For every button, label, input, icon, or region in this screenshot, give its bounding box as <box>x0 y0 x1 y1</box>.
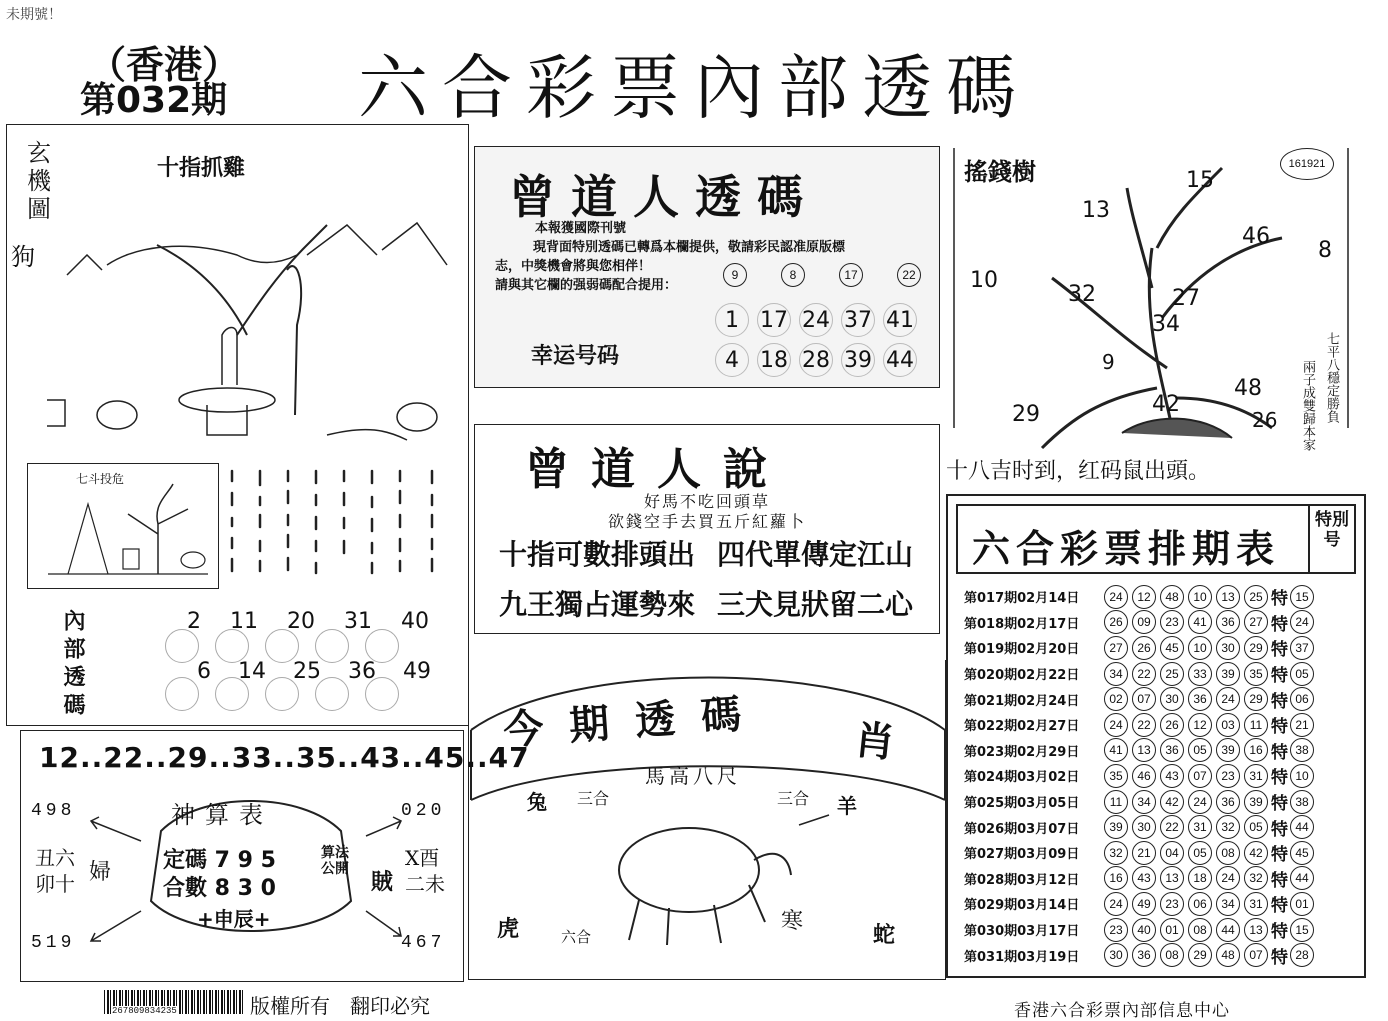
tree-caption: 十八吉时到，红码鼠出頭。 <box>946 459 1211 484</box>
ball-number: 26 <box>1160 713 1184 737</box>
ball-number: 24 <box>1216 866 1240 890</box>
lucky-num: 39 <box>841 343 875 377</box>
ball-number: 10 <box>1188 636 1212 660</box>
ball-number: 30 <box>1132 815 1156 839</box>
sanhe-2: 三合 <box>777 789 810 808</box>
special-marker: 特 <box>1271 614 1288 635</box>
ball-number: 13 <box>1244 918 1268 942</box>
schedule-row <box>964 840 1362 866</box>
schedule-row <box>964 712 1362 738</box>
schedule-row <box>964 584 1362 610</box>
ball-number: 08 <box>1160 943 1184 967</box>
ball-number: 22 <box>1132 662 1156 686</box>
shizhi-title: 十指抓雞 <box>157 155 246 181</box>
ball-number: 22 <box>1132 713 1156 737</box>
ball-number: 26 <box>1132 636 1156 660</box>
special-marker: 特 <box>1271 870 1288 891</box>
schedule-row-label: 第027期03月09日 <box>964 847 1080 863</box>
special-marker: 特 <box>1271 640 1288 661</box>
tree-num: 46 <box>1242 224 1270 249</box>
schedule-row-label: 第024期03月02日 <box>964 770 1080 786</box>
ball-number: 30 <box>1216 636 1240 660</box>
lucky-num: 24 <box>799 303 833 337</box>
small-picture-drawing <box>28 464 218 588</box>
ball-number: 13 <box>1160 866 1184 890</box>
br-number: 467 <box>401 933 446 953</box>
ball-number: 41 <box>1188 610 1212 634</box>
ball-number: 30 <box>1160 687 1184 711</box>
tr-number: 020 <box>401 801 446 821</box>
verse-2b: 三犬見狀留二心 <box>717 588 914 621</box>
schedule-row <box>964 866 1362 892</box>
tree-num: 13 <box>1082 198 1110 223</box>
schedule-table <box>964 584 1362 968</box>
heshu: 合數 8 3 0 <box>163 876 276 901</box>
ball-number: 30 <box>1104 943 1128 967</box>
tree-side-text-2: 兩子成雙歸本家 <box>1300 360 1315 451</box>
left-note: 丑六 卯十 <box>35 846 75 896</box>
ball-number: 01 <box>1160 918 1184 942</box>
text-line: 現背面特別透碼已轉爲本欄提供，敬請彩民認准原版標 <box>533 240 846 255</box>
ball-number: 07 <box>1188 764 1212 788</box>
special-number: 37 <box>1290 636 1314 660</box>
schedule-row <box>964 763 1362 789</box>
cold-label: 寒 <box>781 909 804 934</box>
ball-number: 36 <box>1188 687 1212 711</box>
special-number: 05 <box>1290 662 1314 686</box>
ball-number: 11 <box>1244 713 1268 737</box>
ball-number: 36 <box>1216 610 1240 634</box>
tree-title: 搖錢樹 <box>964 157 1036 186</box>
small-num: 9 <box>723 263 747 287</box>
center-top-panel <box>474 146 940 388</box>
bl-number: 519 <box>31 933 76 953</box>
neibu-num: 36 <box>348 659 376 684</box>
schedule-row <box>964 738 1362 764</box>
verse-2a: 九王獨占運勢來 <box>499 588 696 621</box>
small-picture <box>27 463 219 589</box>
special-marker: 特 <box>1271 666 1288 687</box>
tree-stamp: 161921 <box>1280 148 1334 180</box>
ball-number: 29 <box>1188 943 1212 967</box>
special-number: 24 <box>1290 610 1314 634</box>
left-note-2: 婦 <box>89 860 112 885</box>
ball-number: 12 <box>1188 713 1212 737</box>
ball-number: 31 <box>1244 892 1268 916</box>
lucky-num: 37 <box>841 303 875 337</box>
tl-number: 498 <box>31 801 76 821</box>
ball-number: 13 <box>1216 585 1240 609</box>
ball-number: 34 <box>1132 790 1156 814</box>
verse-1a: 十指可數排頭出 <box>499 538 696 571</box>
schedule-row <box>964 891 1362 917</box>
liuhe-label: 六合 <box>561 928 592 946</box>
text-line: 本報獲國際刊號 <box>535 221 627 236</box>
ball-number: 08 <box>1188 918 1212 942</box>
region-label: （香港） <box>88 42 241 87</box>
ball-number: 39 <box>1216 662 1240 686</box>
ball-number: 22 <box>1160 815 1184 839</box>
ball-number: 05 <box>1188 841 1212 865</box>
xuanji-illustration <box>47 185 467 455</box>
ball-number: 23 <box>1216 764 1240 788</box>
tree-num: 48 <box>1234 376 1262 401</box>
neibu-num: 40 <box>401 609 429 634</box>
neibu-num: 2 <box>187 609 201 634</box>
center-bottom-panel <box>468 660 946 980</box>
ball-number: 05 <box>1244 815 1268 839</box>
ball-number: 04 <box>1160 841 1184 865</box>
jinqi-title: 今期透碼 <box>501 688 769 755</box>
scribble-columns <box>222 463 462 593</box>
special-marker: 特 <box>1271 819 1288 840</box>
neibu-num: 14 <box>238 659 266 684</box>
shensuan-numbers: 12..22..29..33..35..43..45..47 <box>39 741 530 774</box>
ball-number: 24 <box>1104 585 1128 609</box>
ball-number: 23 <box>1104 918 1128 942</box>
special-marker: 特 <box>1271 742 1288 763</box>
ball-number: 34 <box>1216 892 1240 916</box>
tree-num: 34 <box>1152 312 1180 337</box>
special-number: 21 <box>1290 713 1314 737</box>
schedule-row-label: 第020期02月22日 <box>964 668 1080 684</box>
schedule-row-label: 第023期02月29日 <box>964 744 1080 760</box>
ball-number: 13 <box>1132 738 1156 762</box>
special-marker: 特 <box>1271 589 1288 610</box>
schedule-row-label: 第019期02月20日 <box>964 642 1080 658</box>
copyright: 版權所有 翻印必究 <box>250 994 430 1018</box>
small-num: 8 <box>781 263 805 287</box>
schedule-row-label: 第018期02月17日 <box>964 616 1080 632</box>
text-line: 請與其它欄的强弱碼配合提用： <box>495 278 678 293</box>
ball-number: 40 <box>1132 918 1156 942</box>
ball-number: 48 <box>1160 585 1184 609</box>
text-line: 志，中獎機會將與您相伴！ <box>495 259 652 274</box>
schedule-row <box>964 635 1362 661</box>
lucky-num: 28 <box>799 343 833 377</box>
schedule-row-label: 第031期03月19日 <box>964 949 1080 965</box>
special-number: 15 <box>1290 918 1314 942</box>
small-caption: 七斗投危 <box>76 472 125 486</box>
ball-number: 44 <box>1216 918 1240 942</box>
ball-number: 31 <box>1244 764 1268 788</box>
barcode-number: 267809834235 <box>112 1006 177 1016</box>
verse-1b: 四代單傳定江山 <box>717 538 914 571</box>
lucky-row2 <box>715 343 917 377</box>
goat-label: 羊 <box>837 794 857 818</box>
special-number: 45 <box>1290 841 1314 865</box>
ball-number: 32 <box>1216 815 1240 839</box>
schedule-panel <box>946 494 1366 978</box>
ball-number: 16 <box>1244 738 1268 762</box>
ball-number: 31 <box>1188 815 1212 839</box>
right-note-2: X酉 二未 <box>405 846 445 896</box>
shenchen: +申辰+ <box>197 907 271 931</box>
ball-number: 24 <box>1188 790 1212 814</box>
ball-number: 32 <box>1104 841 1128 865</box>
ball-number: 39 <box>1104 815 1128 839</box>
center-mid-panel <box>474 424 940 634</box>
schedule-row-label: 第022期02月27日 <box>964 719 1080 735</box>
schedule-row-label: 第029期03月14日 <box>964 898 1080 914</box>
ball-number: 11 <box>1104 790 1128 814</box>
ball-number: 39 <box>1244 790 1268 814</box>
lucky-num: 41 <box>883 303 917 337</box>
ball-number: 35 <box>1244 662 1268 686</box>
horse-label: 馬高八尺 <box>645 764 741 788</box>
ball-number: 24 <box>1216 687 1240 711</box>
shensuan-panel <box>20 730 530 982</box>
schedule-row <box>964 686 1362 712</box>
ball-number: 16 <box>1104 866 1128 890</box>
ball-number: 49 <box>1132 892 1156 916</box>
ball-number: 05 <box>1188 738 1212 762</box>
ball-number: 09 <box>1132 610 1156 634</box>
ball-number: 25 <box>1244 585 1268 609</box>
right-note: 賊 <box>371 869 394 895</box>
footer-center: 香港六合彩票內部信息中心 <box>1014 1001 1230 1021</box>
ball-number: 43 <box>1132 866 1156 890</box>
snake-label: 蛇 <box>873 922 896 948</box>
tree-num: 42 <box>1152 392 1180 417</box>
ball-number: 02 <box>1104 687 1128 711</box>
lucky-num: 17 <box>757 303 791 337</box>
ball-number: 12 <box>1132 585 1156 609</box>
ball-number: 27 <box>1244 610 1268 634</box>
ball-number: 33 <box>1188 662 1212 686</box>
special-marker: 特 <box>1271 845 1288 866</box>
tree-num: 27 <box>1172 286 1200 311</box>
ball-number: 26 <box>1104 610 1128 634</box>
left-panel <box>6 124 469 726</box>
tree-side-text: 七平八穩定勝負 <box>1324 332 1339 423</box>
ball-number: 43 <box>1160 764 1184 788</box>
special-marker: 特 <box>1271 922 1288 943</box>
neibu-num: 49 <box>403 659 431 684</box>
special-number: 44 <box>1290 815 1314 839</box>
special-number: 10 <box>1290 764 1314 788</box>
tree-num: 29 <box>1012 402 1040 427</box>
special-marker: 特 <box>1271 947 1288 968</box>
ball-number: 23 <box>1160 610 1184 634</box>
lucky-num: 1 <box>715 303 749 337</box>
tree-num: 26 <box>1252 408 1278 432</box>
small-num: 17 <box>839 263 863 287</box>
ball-number: 21 <box>1132 841 1156 865</box>
schedule-row <box>964 814 1362 840</box>
neibu-num: 6 <box>197 659 211 684</box>
ball-number: 08 <box>1216 841 1240 865</box>
schedule-title: 六合彩票排期表 <box>972 527 1281 571</box>
xuanji-label: 玄 機 圖 <box>27 139 51 223</box>
dog-note: 狗 <box>11 243 35 271</box>
ball-number: 24 <box>1104 713 1128 737</box>
ball-number: 18 <box>1188 866 1212 890</box>
ball-number: 36 <box>1216 790 1240 814</box>
special-marker: 特 <box>1271 691 1288 712</box>
ball-number: 27 <box>1104 636 1128 660</box>
schedule-row-label: 第030期03月17日 <box>964 924 1080 940</box>
neibu-num: 20 <box>287 609 315 634</box>
xiao-label: 肖 <box>852 716 898 767</box>
tree-num: 8 <box>1318 238 1332 263</box>
shensuan-title: 神算表 <box>171 801 273 829</box>
ball-number: 29 <box>1244 687 1268 711</box>
ball-number: 34 <box>1104 662 1128 686</box>
special-number: 28 <box>1290 943 1314 967</box>
schedule-row <box>964 610 1362 636</box>
schedule-row <box>964 661 1362 687</box>
special-number: 38 <box>1290 790 1314 814</box>
neibu-label: 內部透碼 <box>60 609 85 721</box>
special-number: 06 <box>1290 687 1314 711</box>
ball-number: 45 <box>1160 636 1184 660</box>
corner-stamp: 未期號！ <box>6 7 62 23</box>
neibu-num: 11 <box>230 609 258 634</box>
ball-number: 46 <box>1132 764 1156 788</box>
sub1: 好馬不吃回頭草 <box>643 492 770 511</box>
special-marker: 特 <box>1271 794 1288 815</box>
special-number: 15 <box>1290 585 1314 609</box>
dingma: 定碼 7 9 5 <box>163 848 276 873</box>
ball-number: 39 <box>1216 738 1240 762</box>
lucky-num: 44 <box>883 343 917 377</box>
schedule-row-label: 第025期03月05日 <box>964 796 1080 812</box>
schedule-row <box>964 942 1362 968</box>
small-num: 22 <box>897 263 921 287</box>
ball-number: 48 <box>1216 943 1240 967</box>
rabbit-label: 兔 <box>527 790 547 814</box>
ball-number: 29 <box>1244 636 1268 660</box>
ball-number: 07 <box>1132 687 1156 711</box>
money-tree-panel <box>946 128 1350 488</box>
ball-number: 41 <box>1104 738 1128 762</box>
lucky-num: 18 <box>757 343 791 377</box>
tree-num: 15 <box>1186 168 1214 193</box>
ball-number: 06 <box>1188 892 1212 916</box>
ball-number: 07 <box>1244 943 1268 967</box>
special-number: 01 <box>1290 892 1314 916</box>
schedule-row-label: 第026期03月07日 <box>964 821 1080 837</box>
ball-number: 24 <box>1104 892 1128 916</box>
suanfa-label: 算法公開 <box>321 845 349 877</box>
schedule-row-label: 第021期02月24日 <box>964 693 1080 709</box>
page-title: 六合彩票內部透碼 <box>358 47 1030 129</box>
neibu-num: 25 <box>293 659 321 684</box>
special-number: 38 <box>1290 738 1314 762</box>
schedule-row <box>964 917 1362 943</box>
ball-number: 32 <box>1244 866 1268 890</box>
special-marker: 特 <box>1271 717 1288 738</box>
lucky-label: 幸运号码 <box>531 344 620 369</box>
tree-num: 10 <box>970 268 998 293</box>
issue-number: 第032期 <box>80 80 228 121</box>
ball-number: 25 <box>1160 662 1184 686</box>
tree-num: 32 <box>1068 282 1096 307</box>
schedule-header <box>956 504 1356 574</box>
special-marker: 特 <box>1271 896 1288 917</box>
ball-number: 42 <box>1160 790 1184 814</box>
tree-num: 9 <box>1102 350 1115 374</box>
neibu-circles-2 <box>165 677 403 711</box>
ball-number: 36 <box>1132 943 1156 967</box>
special-number: 44 <box>1290 866 1314 890</box>
special-marker: 特 <box>1271 768 1288 789</box>
ceng-touma-title: 曾道人透碼 <box>509 170 819 224</box>
ball-number: 23 <box>1160 892 1184 916</box>
ball-number: 35 <box>1104 764 1128 788</box>
schedule-row-label: 第028期03月12日 <box>964 872 1080 888</box>
lucky-num: 4 <box>715 343 749 377</box>
ceng-shuo-title: 曾道人說 <box>525 444 789 495</box>
tiger-label: 虎 <box>497 916 520 942</box>
schedule-row-label: 第017期02月14日 <box>964 591 1080 607</box>
sanhe-1: 三合 <box>577 789 610 808</box>
ball-number: 03 <box>1216 713 1240 737</box>
neibu-num: 31 <box>344 609 372 634</box>
ball-number: 10 <box>1188 585 1212 609</box>
schedule-badge: 特別号 <box>1308 506 1354 572</box>
sub2: 欲錢空手去買五斤紅蘿卜 <box>607 512 806 531</box>
lucky-row1 <box>715 303 917 337</box>
schedule-row <box>964 789 1362 815</box>
neibu-circles-1 <box>165 629 403 663</box>
ball-number: 42 <box>1244 841 1268 865</box>
ball-number: 36 <box>1160 738 1184 762</box>
small-top-nums <box>723 263 925 287</box>
